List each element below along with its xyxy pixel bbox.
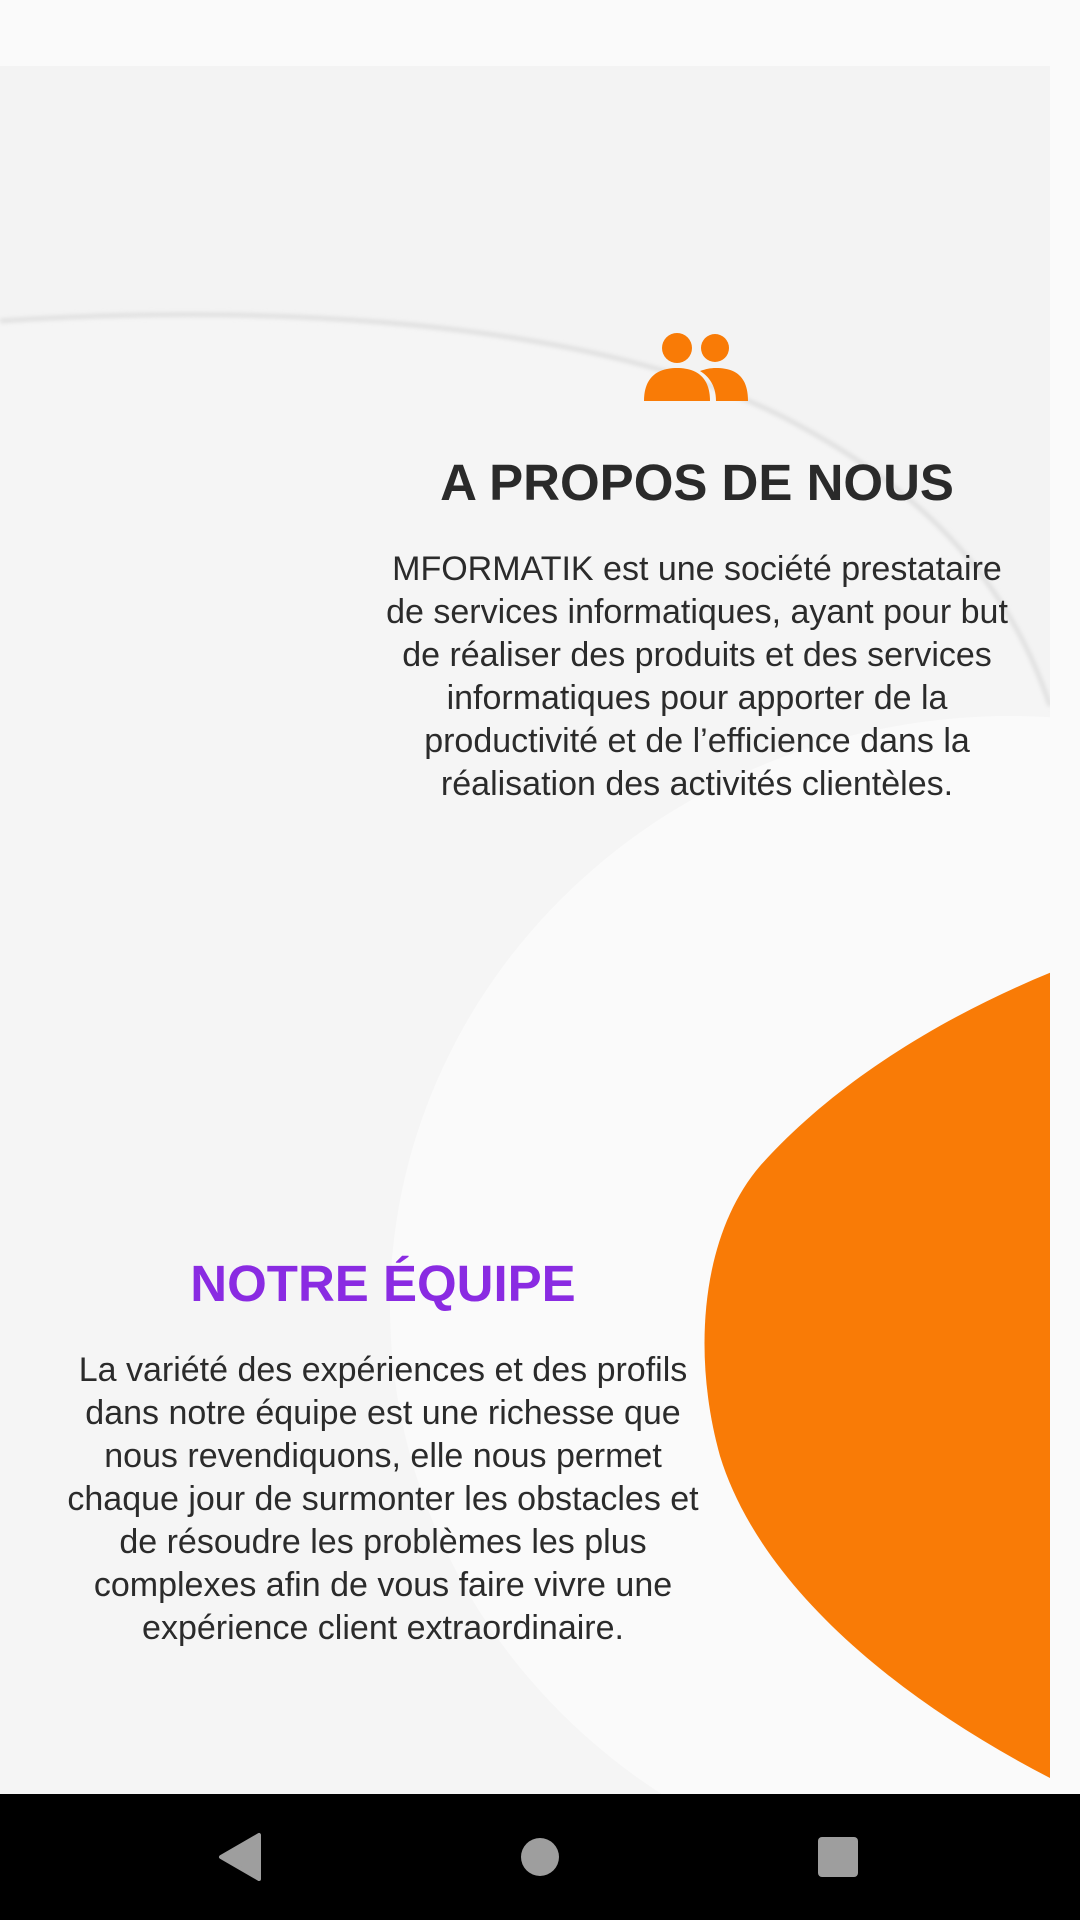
back-button[interactable] [205,1822,275,1892]
home-button[interactable] [505,1822,575,1892]
recents-square-icon [817,1836,859,1878]
team-title: NOTRE ÉQUIPE [190,1255,576,1312]
about-description: MFORMATIK est une société prestataire de services informatiques, ayant pour but de réaliser des produits et des services informatiques pour apporter de la productivité et de l’efficience dans la réalisation des activités clientèles. [386,550,1008,803]
team-description: La variété des expériences et des profils dans notre équipe est une richesse que nous revendiquons, elle nous permet chaque jour de surmonter les obstacles et de résoudre les problèmes les plus complexes afin de vous faire vivre une expérience client extraordinaire. [67,1351,699,1647]
right-edge-strip [1050,66,1080,1794]
back-triangle-icon [217,1832,263,1882]
recents-button[interactable] [803,1822,873,1892]
status-bar-area [0,0,1080,66]
group-icon [642,331,750,403]
navigation-bar [0,1794,1080,1920]
about-title: A PROPOS DE NOUS [440,454,954,511]
home-circle-icon [520,1837,560,1877]
